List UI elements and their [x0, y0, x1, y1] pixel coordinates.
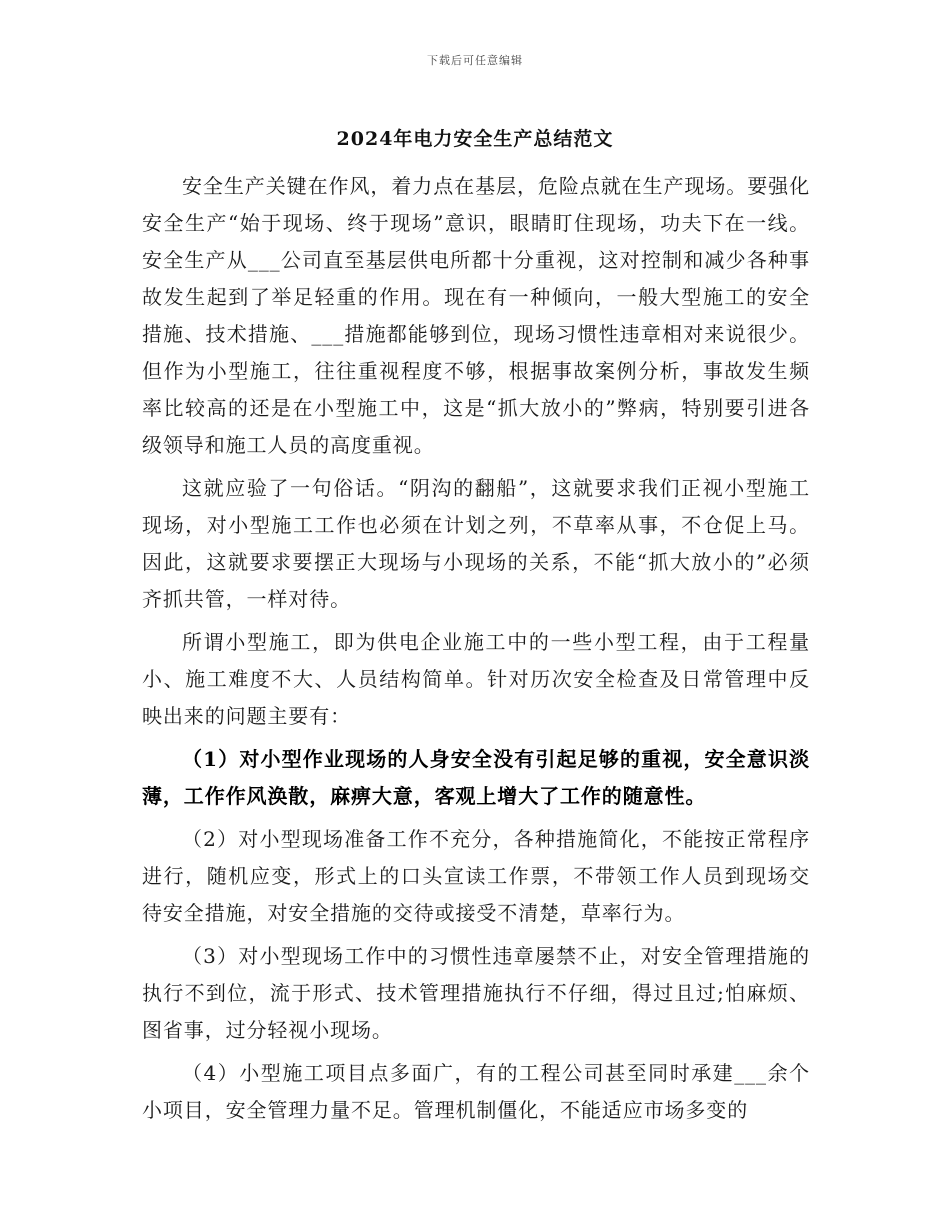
page-header-note: 下载后可任意编辑 [427, 54, 523, 67]
document-body [142, 168, 810, 1135]
problem-item-4: （4）小型施工项目点多面广，有的工程公司甚至同时承建___余个小项目，安全管理力量不足。管理机制僵化，不能适应市场多变的 [142, 1061, 810, 1122]
paragraph-intro: 安全生产关键在作风，着力点在基层，危险点就在生产现场。要强化安全生产“始于现场、终于现场”意识，眼睛盯住现场，功夫下在一线。安全生产从___公司直至基层供电所都十分重视，这对控制和减少各种事故发生起到了举足轻重的作用。现在有一种倾向，一般大型施工的安全措施、技术措施、___措施都能够到位，现场习惯性违章相对来说很少。但作为小型施工，往往重视程度不够，根据事故案例分析，事故发生频率比较高的还是在小型施工中，这是“抓大放小的”弊病，特别要引进各级领导和施工人员的高度重视。 [142, 174, 810, 457]
paragraph-proverb: 这就应验了一句俗话。“阴沟的翻船”，这就要求我们正视小型施工现场，对小型施工工作也必须在计划之列，不草率从事，不仓促上马。因此，这就要求要摆正大现场与小现场的关系，不能“抓大放小的”必须齐抓共管，一样对待。 [142, 476, 810, 611]
problem-item-3: （3）对小型现场工作中的习惯性违章屡禁不止，对安全管理措施的执行不到位，流于形式、技术管理措施执行不仔细，得过且过;怕麻烦、图省事，过分轻视小现场。 [142, 944, 810, 1042]
problem-item-2: （2）对小型现场准备工作不充分，各种措施简化，不能按正常程序进行，随机应变，形式上的口头宣读工作票，不带领工作人员到现场交待安全措施，对安全措施的交待或接受不清楚，草率行为。 [142, 827, 810, 925]
problem-item-1: （1）对小型作业现场的人身安全没有引起足够的重视，安全意识淡薄，工作作风涣散，麻痹大意，客观上增大了工作的随意性。 [142, 747, 810, 808]
document-title: 2024年电力安全生产总结范文 [336, 128, 614, 150]
paragraph-definition: 所谓小型施工，即为供电企业施工中的一些小型工程，由于工程量小、施工难度不大、人员结构简单。针对历次安全检查及日常管理中反映出来的问题主要有： [142, 630, 810, 728]
